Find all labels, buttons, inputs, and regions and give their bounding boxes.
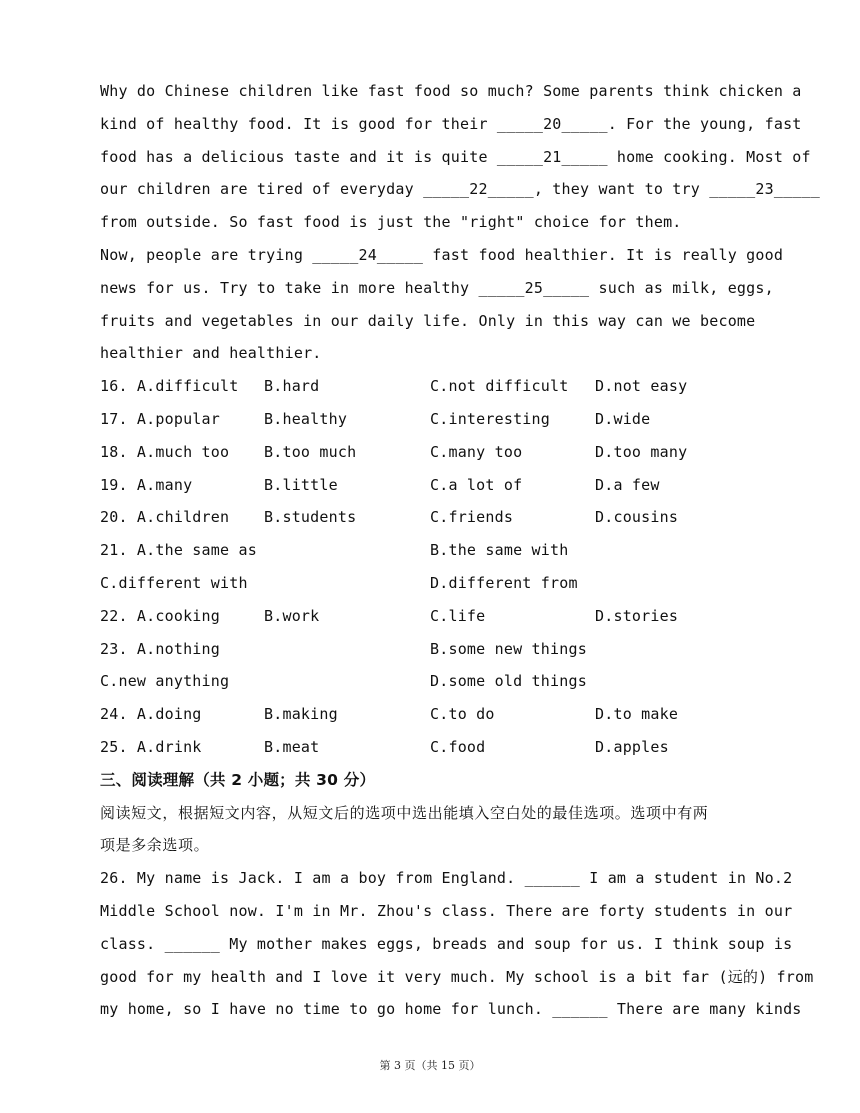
question-options [100,370,765,764]
option-d: D.apples [595,737,669,756]
option-a: 17. A.popular [100,409,220,428]
option-c: C.many too [430,442,523,461]
cloze-passage [100,75,820,370]
question-24 [100,698,765,731]
question-23-row-2 [100,665,765,698]
passage-line: healthier and healthier. [100,344,322,363]
passage-line: Middle School now. I'm in Mr. Zhou's class. There are forty students in our [100,901,793,920]
option-d: D.not easy [595,377,688,396]
option-c: C.interesting [430,409,550,428]
option-a: 21. A.the same as [100,541,257,560]
option-b: B.the same with [430,541,569,560]
reading-passage [100,862,814,1026]
option-d: D.some old things [430,672,587,691]
option-c: C.to do [430,705,495,724]
option-b: B.healthy [264,409,348,428]
option-b: B.students [264,508,357,527]
question-18 [100,436,765,469]
passage-line: 26. My name is Jack. I am a boy from England. ______ I am a student in No.2 [100,869,793,888]
question-21-row-2 [100,567,765,600]
passage-line: Now, people are trying _____24_____ fast food healthier. It is really good [100,245,784,264]
option-c: C.not difficult [430,377,569,396]
question-22 [100,600,765,633]
question-16 [100,370,765,403]
option-b: B.some new things [430,639,587,658]
page-footer: 第 3 页（共 15 页） [379,1059,481,1072]
option-c: C.a lot of [430,475,523,494]
option-a: 20. A.children [100,508,230,527]
option-b: B.making [264,705,338,724]
option-d: D.to make [595,705,679,724]
option-d: D.too many [595,442,688,461]
option-a: 22. A.cooking [100,606,220,625]
option-d: D.different from [430,573,578,592]
option-b: B.too much [264,442,357,461]
passage-line: food has a delicious taste and it is quite _____21_____ home cooking. Most of [100,147,811,166]
option-c: C.new anything [100,672,230,691]
question-25 [100,731,765,764]
passage-line: class. ______ My mother makes eggs, breads and soup for us. I think soup is [100,934,793,953]
passage-line: my home, so I have no time to go home for lunch. ______ There are many kinds [100,1000,802,1019]
option-a: 23. A.nothing [100,639,220,658]
question-21-row-1 [100,534,765,567]
question-20 [100,501,765,534]
section-instructions: 项是多余选项。 [100,836,210,855]
passage-line: our children are tired of everyday _____22_____, they want to try _____23_____ [100,180,820,199]
passage-line: fruits and vegetables in our daily life. Only in this way can we become [100,311,756,330]
option-a: 16. A.difficult [100,377,239,396]
option-c: C.friends [430,508,514,527]
option-b: B.little [264,475,338,494]
question-23-row-1 [100,633,765,666]
option-a: 24. A.doing [100,705,202,724]
option-d: D.cousins [595,508,679,527]
option-b: B.work [264,606,320,625]
question-19 [100,469,765,502]
passage-line: good for my health and I love it very much. My school is a bit far (远的) from [100,967,814,986]
option-a: 25. A.drink [100,737,202,756]
option-a: 18. A.much too [100,442,230,461]
option-b: B.hard [264,377,320,396]
option-c: C.different with [100,573,248,592]
section-heading: 三、阅读理解（共 2 小题；共 30 分） [100,770,376,789]
section-instructions: 阅读短文，根据短文内容，从短文后的选项中选出能填入空白处的最佳选项。选项中有两 [100,803,709,822]
option-b: B.meat [264,737,320,756]
passage-line: kind of healthy food. It is good for their _____20_____. For the young, fast [100,114,802,133]
option-c: C.food [430,737,486,756]
option-d: D.stories [595,606,679,625]
option-c: C.life [430,606,486,625]
question-17 [100,403,765,436]
option-d: D.wide [595,409,651,428]
option-a: 19. A.many [100,475,193,494]
page-content [100,75,820,1026]
passage-line: from outside. So fast food is just the "right" choice for them. [100,213,682,232]
passage-line: news for us. Try to take in more healthy _____25_____ such as milk, eggs, [100,278,774,297]
option-d: D.a few [595,475,660,494]
passage-line: Why do Chinese children like fast food so much? Some parents think chicken a [100,82,802,100]
